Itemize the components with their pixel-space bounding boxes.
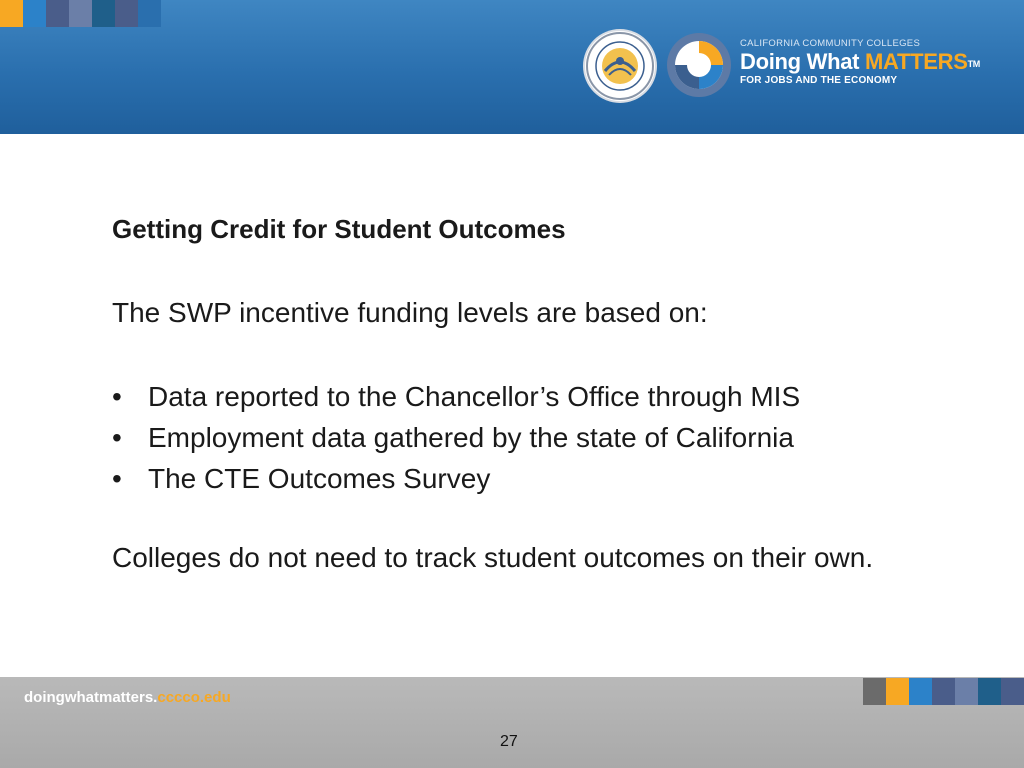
color-swatch <box>92 0 115 27</box>
color-swatch <box>909 678 932 705</box>
color-swatch <box>978 678 1001 705</box>
site-prefix: doingwhatmatters. <box>24 689 158 706</box>
footer-website-link[interactable] <box>24 689 231 706</box>
page-number: 27 <box>500 733 518 750</box>
slide-intro: The SWP incentive funding levels are based on: <box>112 297 708 328</box>
slide-title: Getting Credit for Student Outcomes <box>112 214 566 244</box>
brand-subtitle: FOR JOBS AND THE ECONOMY <box>740 75 898 86</box>
color-swatch <box>886 678 909 705</box>
brand-title-prefix: Doing What <box>740 49 866 74</box>
bullet-dot: • <box>112 463 122 494</box>
color-swatch <box>115 0 138 27</box>
brand-title-accent: MATTERS <box>865 49 968 74</box>
bullet-dot: • <box>112 422 122 453</box>
top-color-strip <box>0 0 161 27</box>
color-swatch <box>863 678 886 705</box>
bullet-text: Data reported to the Chancellor’s Office through MIS <box>148 381 801 412</box>
bullet-list <box>112 376 800 499</box>
color-swatch <box>932 678 955 705</box>
slide-closing: Colleges do not need to track student outcomes on their own. <box>112 542 874 573</box>
bullet-text: The CTE Outcomes Survey <box>148 463 491 494</box>
bullet-text: Employment data gathered by the state of California <box>148 422 794 453</box>
list-item <box>112 417 800 458</box>
color-swatch <box>138 0 161 27</box>
color-swatch <box>23 0 46 27</box>
site-accent: cccco.edu <box>157 689 231 706</box>
brand-small-text: CALIFORNIA COMMUNITY COLLEGES <box>740 38 921 49</box>
bottom-color-strip <box>863 678 1024 705</box>
list-item <box>112 376 800 417</box>
doing-what-matters-logo-icon <box>665 31 733 99</box>
color-swatch <box>69 0 92 27</box>
trademark-mark: TM <box>967 59 981 69</box>
brand-wordmark <box>740 38 980 87</box>
brand-title <box>740 49 980 75</box>
color-swatch <box>0 0 23 27</box>
bullet-dot: • <box>112 381 122 412</box>
color-swatch <box>1001 678 1024 705</box>
color-swatch <box>955 678 978 705</box>
california-community-colleges-seal-icon <box>585 31 655 101</box>
color-swatch <box>46 0 69 27</box>
list-item <box>112 458 800 499</box>
